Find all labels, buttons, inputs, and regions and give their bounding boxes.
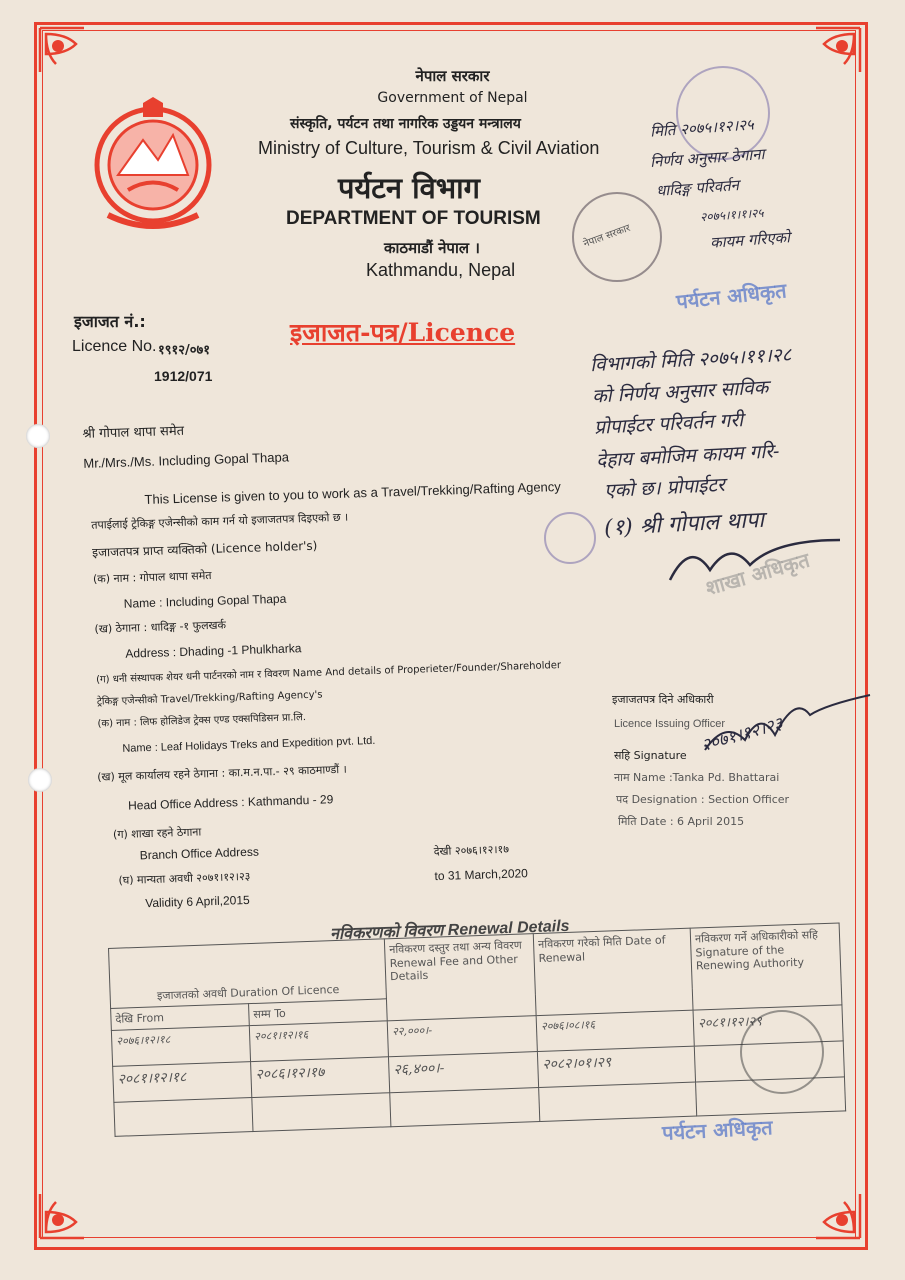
address-np: (ख) ठेगाना : धादिङ्ग -१ फुलखर्क xyxy=(94,618,227,636)
renewal-heading: नविकरणको विवरण Renewal Details xyxy=(329,917,570,944)
row1-fee: २२,०००।- xyxy=(387,1016,537,1057)
agency-name-en: Name : Leaf Holidays Treks and Expedition pvt. Ltd. xyxy=(122,734,376,755)
row1-sig: २०८१।१२।२९ xyxy=(693,1005,843,1046)
row2-from: २०८१।१२।१८ xyxy=(113,1062,252,1103)
salutation-np: श्री गोपाल थापा समेत xyxy=(82,423,185,442)
licence-no-value-en: 1912/071 xyxy=(154,368,213,384)
note-top-2: निर्णय अनुसार ठेगाना xyxy=(649,145,765,171)
note-line-1: विभागको मिति २०७५।११।२८ xyxy=(589,343,793,377)
branch-en: Branch Office Address xyxy=(139,844,260,863)
salutation-en: Mr./Mrs./Ms. Including Gopal Thapa xyxy=(83,449,290,471)
note-signature-icon xyxy=(660,530,860,590)
dept-en: DEPARTMENT OF TOURISM xyxy=(286,208,541,229)
name-np: (क) नाम : गोपाल थापा समेत xyxy=(92,568,212,586)
name-en: Name : Including Gopal Thapa xyxy=(123,591,287,611)
gov-en: Government of Nepal xyxy=(377,90,528,106)
officer-name: नाम Name :Tanka Pd. Bhattarai xyxy=(614,771,780,784)
row3-to xyxy=(252,1093,391,1132)
intro-en: This License is given to you to work as a Travel/Trekking/Rafting Agency xyxy=(144,478,562,508)
head-office-np: (ख) मूल कार्यालय रहने ठेगाना : का.म.न.पा.- २९ काठमाण्डौं । xyxy=(97,762,348,784)
head-office-en: Head Office Address : Kathmandu - 29 xyxy=(127,792,334,813)
officer-heading-en: Licence Issuing Officer xyxy=(614,718,726,730)
row1-from: २०७६।१२।१८ xyxy=(111,1026,250,1067)
officer-designation: पद Designation : Section Officer xyxy=(616,793,790,806)
note-top-5: कायम गरिएको xyxy=(709,228,791,252)
licence-no-label-en: Licence No. xyxy=(72,338,157,355)
row3-fee xyxy=(390,1088,540,1127)
stamp-official-top: पर्यटन अधिकृत xyxy=(675,278,788,314)
stamp-nepal-gov xyxy=(572,192,662,282)
stamp-official-bottom: पर्यटन अधिकृत xyxy=(661,1115,774,1145)
note-line-5: एको छ। प्रोपाईटर xyxy=(603,473,726,503)
note-line-2: को निर्णय अनुसार साविक xyxy=(591,376,769,408)
row2-date: २०८२।०१।२९ xyxy=(537,1046,695,1087)
from-heading: देखि From xyxy=(111,1004,250,1031)
validity-to-en: to 31 March,2020 xyxy=(434,866,529,884)
row3-date xyxy=(539,1082,697,1121)
agency-name-np: (क) नाम : लिफ होलिडेज ट्रेक्स एण्ड एक्सपिडिसन प्रा.लि. xyxy=(97,712,307,730)
branch-np: (ग) शाखा रहने ठेगाना xyxy=(112,825,202,842)
ministry-np: संस्कृति, पर्यटन तथा नागरिक उड्डयन मन्त्रालय xyxy=(290,116,521,132)
gov-np: नेपाल सरकार xyxy=(415,67,490,85)
address-en: Address : Dhading -1 Phulkharka xyxy=(125,641,302,661)
duration-heading: इजाजतको अवधी Duration Of Licence xyxy=(109,939,387,1009)
city-en: Kathmandu, Nepal xyxy=(366,260,516,280)
stamp-renewal xyxy=(740,1010,824,1094)
row2-fee: २६,४००।- xyxy=(388,1052,538,1093)
row2-to: २०८६।१२।१७ xyxy=(251,1057,390,1098)
note-top-3: धादिङ्ग परिवर्तन xyxy=(655,176,740,200)
officer-signature-label: सहि Signature xyxy=(614,749,687,762)
note-top-4: २०७५।१।१।२५ xyxy=(699,205,765,225)
licence-title: इजाजत-पत्र/Licence xyxy=(290,318,516,347)
row1-to: २०८१।१२।१६ xyxy=(249,1021,388,1062)
note-top-1: मिति २०७५।१२।२५ xyxy=(649,115,755,141)
officer-signature-date: २०७१।१२।२३ xyxy=(699,713,786,757)
note-line-3: प्रोपाईटर परिवर्तन गरी xyxy=(593,409,744,439)
stamp-small-middle xyxy=(544,512,596,564)
licence-no-value-np: १९१२/०७१ xyxy=(158,343,211,358)
intro-np: तपाईलाई ट्रेकिङ्ग एजेन्सीको काम गर्न यो इजाजतपत्र दिइएको छ । xyxy=(91,510,349,532)
stamp-section-officer: शाखा अधिकृत xyxy=(702,547,813,601)
fee-heading: नविकरण दस्तुर तथा अन्य विवरण Renewal Fee and Other Details xyxy=(384,934,536,1021)
renewal-table xyxy=(108,922,846,1136)
validity-to-np: देखी २०७६।१२।१७ xyxy=(433,842,510,859)
officer-heading-np: इजाजतपत्र दिने अधिकारी xyxy=(612,693,714,706)
sig-heading: नविकरण गर्ने अधिकारीको सहि Signature of the Renewing Authority xyxy=(690,923,842,1010)
owner-line: (ग) धनी संस्थापक शेयर धनी पार्टनरको नाम र विवरण Name And details of Properieter/Founder/Shareholder xyxy=(96,660,562,686)
officer-signature-icon xyxy=(700,690,880,760)
city-np: काठमाडौं नेपाल । xyxy=(384,239,480,257)
row1-date: २०७६।०८।१६ xyxy=(536,1010,694,1051)
holder-heading: इजाजतपत्र प्राप्त व्यक्तिको (Licence holder's) xyxy=(91,538,318,560)
validity-en: Validity 6 April,2015 xyxy=(144,892,250,911)
note-line-4: देहाय बमोजिम कायम गरि- xyxy=(595,440,780,472)
to-heading: सम्म To xyxy=(249,999,388,1026)
licence-no-label-np: इजाजत नं.: xyxy=(74,312,146,331)
validity-np: (घ) मान्यता अवधी २०७१।१२।२३ xyxy=(118,869,251,888)
dept-np: पर्यटन विभाग xyxy=(338,171,480,205)
ministry-en: Ministry of Culture, Tourism & Civil Aviation xyxy=(258,138,600,158)
officer-date: मिति Date : 6 April 2015 xyxy=(618,815,745,828)
stamp-nepal-gov-text: नेपाल सरकार xyxy=(582,222,632,250)
note-line-6: (१) श्री गोपाल थापा xyxy=(603,507,765,542)
date-heading: नविकरण गरेको मिति Date of Renewal xyxy=(533,928,693,1015)
agency-line: ट्रेकिङ्ग एजेन्सीको Travel/Trekking/Rafting Agency's xyxy=(96,689,323,708)
row3-from xyxy=(114,1098,253,1137)
